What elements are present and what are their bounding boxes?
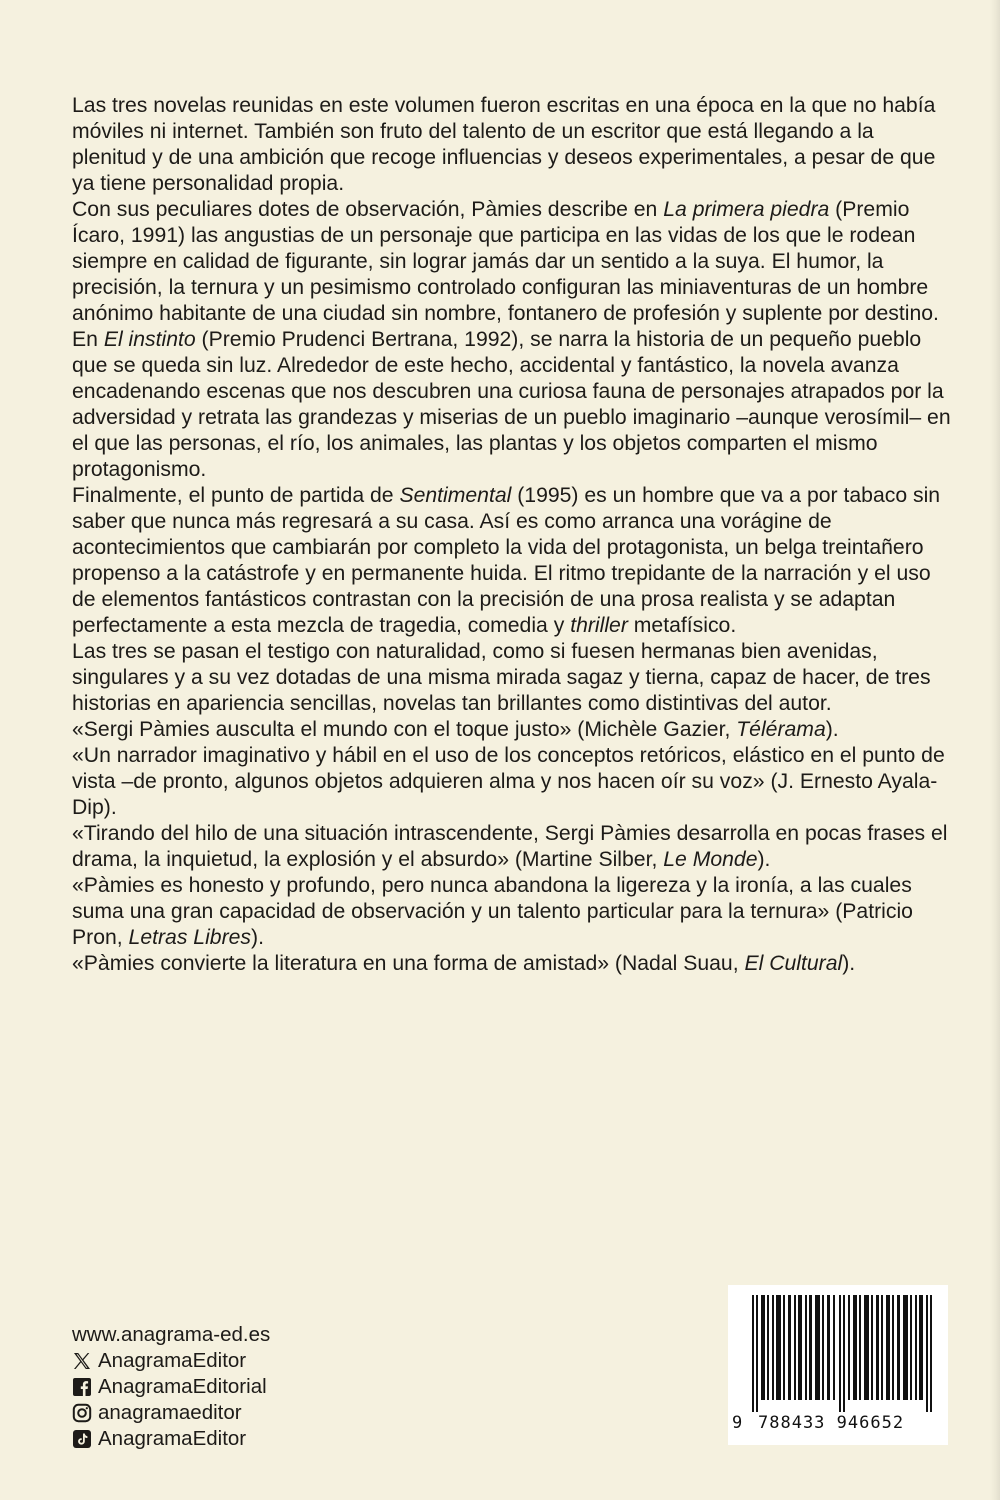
review-quote: «Pàmies es honesto y profundo, pero nunca abandona la ligereza y la ironía, a las cuales suma una gran capacidad de observación y un talento particular para la ternura» (Patricio Pron, Letras Libres).	[72, 874, 913, 949]
facebook-icon	[72, 1377, 92, 1397]
instagram-icon	[72, 1403, 92, 1423]
tiktok-icon	[72, 1429, 92, 1449]
quote-source: El Cultural	[744, 952, 843, 975]
cover-edge	[990, 0, 1000, 1500]
instagram-handle[interactable]: anagramaeditor	[98, 1401, 242, 1424]
review-quote: «Un narrador imaginativo y hábil en el uso de los conceptos retóricos, elástico en el punto de vista –de pronto, algunos objetos adquieren alma y nos hacen oír su voz» (J. Ernesto Ayala-Dip).	[72, 744, 945, 819]
blurb-paragraph-summary: Las tres se pasan el testigo con naturalidad, como si fuesen hermanas bien avenidas, singulares y a su vez dotadas de una misma mirada sagaz y tierna, capaz de hacer, de tres historias en apariencia sencillas, novelas tan brillantes como distintivas del autor.	[72, 640, 931, 715]
x-handle[interactable]: AnagramaEditor	[98, 1349, 247, 1372]
x-logo-icon	[72, 1351, 92, 1371]
tiktok-handle[interactable]: AnagramaEditor	[98, 1427, 247, 1450]
quote-source: Télérama	[736, 718, 826, 741]
publisher-social-links	[72, 1322, 472, 1452]
review-quote: «Sergi Pàmies ausculta el mundo con el toque justo» (Michèle Gazier, Télérama).	[72, 718, 839, 741]
tiktok-account[interactable]	[72, 1426, 472, 1452]
book-title: La primera piedra	[663, 198, 830, 221]
blurb-paragraph-el-instinto: En El instinto (Premio Prudenci Bertrana, 1992), se narra la historia de un pequeño pueblo que se queda sin luz. Alrededor de este hecho, accidental y fantástico, la novela avanza encadenando escenas que nos descubren una curiosa fauna de personajes atrapados por la adversidad y retrata las grandezas y miserias de un pueblo imaginario –aunque verosímil– en el que las personas, el río, los animales, las plantas y los objetos comparten el mismo protagonismo.	[72, 328, 951, 481]
barcode-bars	[746, 1295, 944, 1412]
website-url[interactable]: www.anagrama-ed.es	[72, 1323, 271, 1346]
x-account[interactable]	[72, 1348, 472, 1374]
isbn-barcode	[728, 1285, 948, 1445]
instagram-account[interactable]	[72, 1400, 472, 1426]
blurb-paragraph-sentimental: Finalmente, el punto de partida de Sentimental (1995) es un hombre que va a por tabaco sin saber que nunca más regresará a su casa. Así es como arranca una vorágine de acontecimientos que cambiarán por completo la vida del protagonista, un belga treintañero propenso a la catástrofe y en permanente huida. El ritmo trepidante de la narración y el uso de elementos fantásticos contrastan con la precisión de una prosa realista y se adaptan perfectamente a esta mezcla de tragedia, comedia y thriller metafísico.	[72, 484, 941, 637]
genre-term: thriller	[570, 614, 628, 637]
review-quote: «Pàmies convierte la literatura en una forma de amistad» (Nadal Suau, El Cultural).	[72, 952, 856, 975]
isbn-digits: 788433 946652	[758, 1413, 905, 1433]
blurb-paragraph-intro: Las tres novelas reunidas en este volumen fueron escritas en una época en la que no había móviles ni internet. También son fruto del talento de un escritor que está llegando a la plenitud y de una ambición que recoge influencias y deseos experimentales, a pesar de que ya tiene personalidad propia.	[72, 94, 936, 195]
review-quote: «Tirando del hilo de una situación intrascendente, Sergi Pàmies desarrolla en pocas frases el drama, la inquietud, la explosión y el absurdo» (Martine Silber, Le Monde).	[72, 822, 948, 871]
website-link[interactable]	[72, 1322, 472, 1348]
book-title: Sentimental	[399, 484, 512, 507]
quote-source: Le Monde	[663, 848, 758, 871]
blurb-paragraph-primera-piedra: Con sus peculiares dotes de observación, Pàmies describe en La primera piedra (Premio Ícaro, 1991) las angustias de un personaje que participa en las vidas de los que le rodean siempre en calidad de figurante, sin lograr jamás dar un sentido a la suya. El humor, la precisión, la ternura y un pesimismo controlado configuran las miniaventuras de un hombre anónimo habitante de una ciudad sin nombre, fontanero de profesión y suplente por destino.	[72, 198, 939, 325]
book-title: El instinto	[103, 328, 196, 351]
facebook-account[interactable]	[72, 1374, 472, 1400]
quote-source: Letras Libres	[128, 926, 252, 949]
isbn-lead-digit: 9	[732, 1413, 744, 1433]
facebook-handle[interactable]: AnagramaEditorial	[98, 1375, 267, 1398]
back-cover-blurb	[72, 93, 952, 977]
